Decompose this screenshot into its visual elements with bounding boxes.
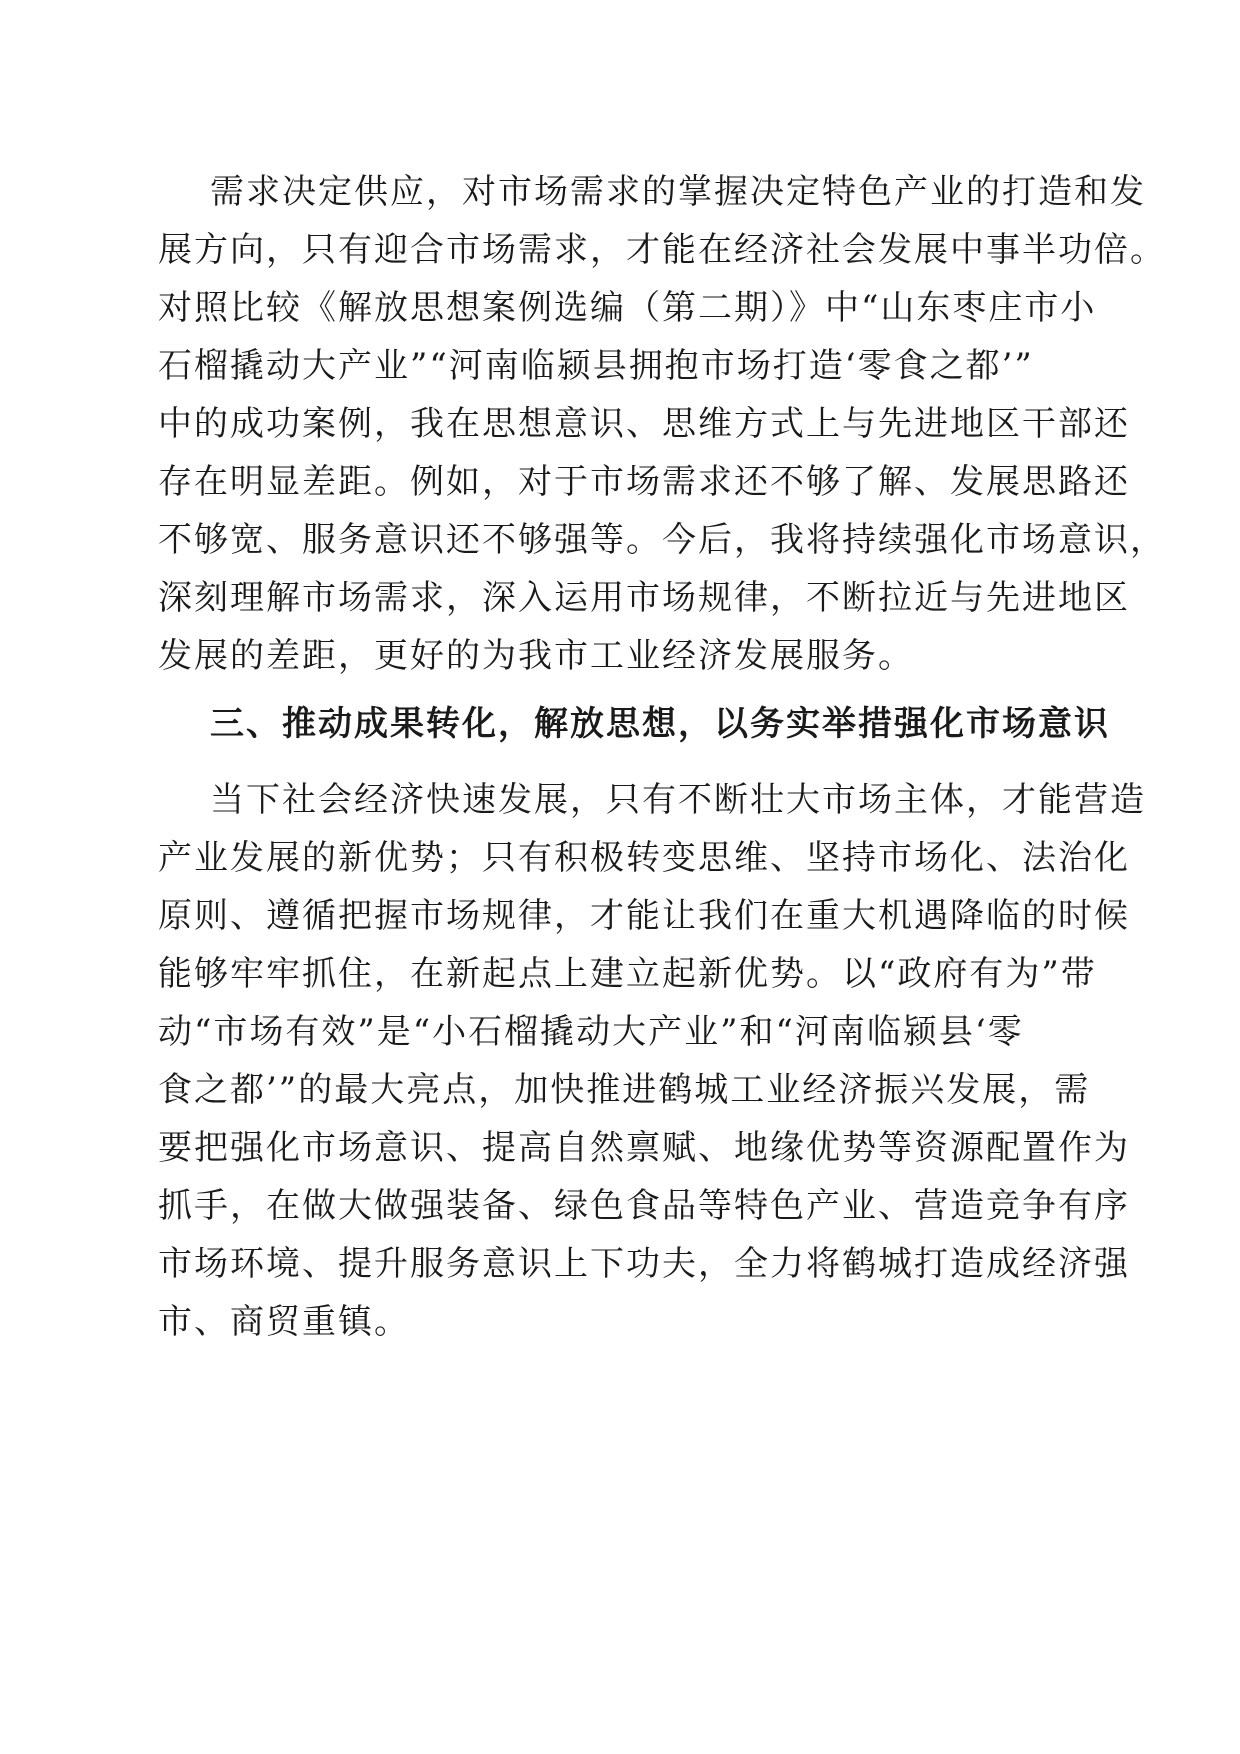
- paragraph-line: 动“市场有效”是“小石榴撬动大产业”和“河南临颍县‘零: [158, 1012, 1024, 1052]
- paragraph-line: 中的成功案例，我在思想意识、思维方式上与先进地区干部还: [158, 404, 1130, 444]
- paragraph-line: 对照比较《解放思想案例选编（第二期）》中“山东枣庄市小: [158, 288, 1097, 328]
- paragraph-line: 产业发展的新优势；只有积极转变思维、坚持市场化、法治化: [158, 838, 1130, 878]
- paragraph-line: 不够宽、服务意识还不够强等。今后，我将持续强化市场意识，: [158, 520, 1166, 560]
- paragraph-line: 存在明显差距。例如，对于市场需求还不够了解、发展思路还: [158, 462, 1130, 502]
- section-heading: 三、推动成果转化，解放思想，以务实举措强化市场意识: [210, 704, 1110, 744]
- paragraph-line: 石榴撬动大产业”“河南临颍县拥抱市场打造‘零食之都’”: [158, 346, 1034, 386]
- paragraph-line: 抓手，在做大做强装备、绿色食品等特色产业、营造竞争有序: [158, 1186, 1130, 1226]
- paragraph-line: 发展的差距，更好的为我市工业经济发展服务。: [158, 636, 914, 676]
- paragraph-line: 深刻理解市场需求，深入运用市场规律，不断拉近与先进地区: [158, 578, 1130, 618]
- paragraph-line: 原则、遵循把握市场规律，才能让我们在重大机遇降临的时候: [158, 896, 1130, 936]
- paragraph-line: 能够牢牢抓住，在新起点上建立起新优势。以“政府有为”带: [158, 954, 1097, 994]
- paragraph-line: 市、商贸重镇。: [158, 1302, 410, 1342]
- paragraph-line: 展方向，只有迎合市场需求，才能在经济社会发展中事半功倍。: [158, 230, 1166, 270]
- paragraph-line: 要把强化市场意识、提高自然禀赋、地缘优势等资源配置作为: [158, 1128, 1130, 1168]
- paragraph-line: 食之都’”的最大亮点，加快推进鹤城工业经济振兴发展，需: [158, 1070, 1091, 1110]
- paragraph-line: 市场环境、提升服务意识上下功夫，全力将鹤城打造成经济强: [158, 1244, 1130, 1284]
- paragraph-line: 需求决定供应，对市场需求的掌握决定特色产业的打造和发: [210, 172, 1146, 212]
- paragraph-line: 当下社会经济快速发展，只有不断壮大市场主体，才能营造: [210, 780, 1146, 820]
